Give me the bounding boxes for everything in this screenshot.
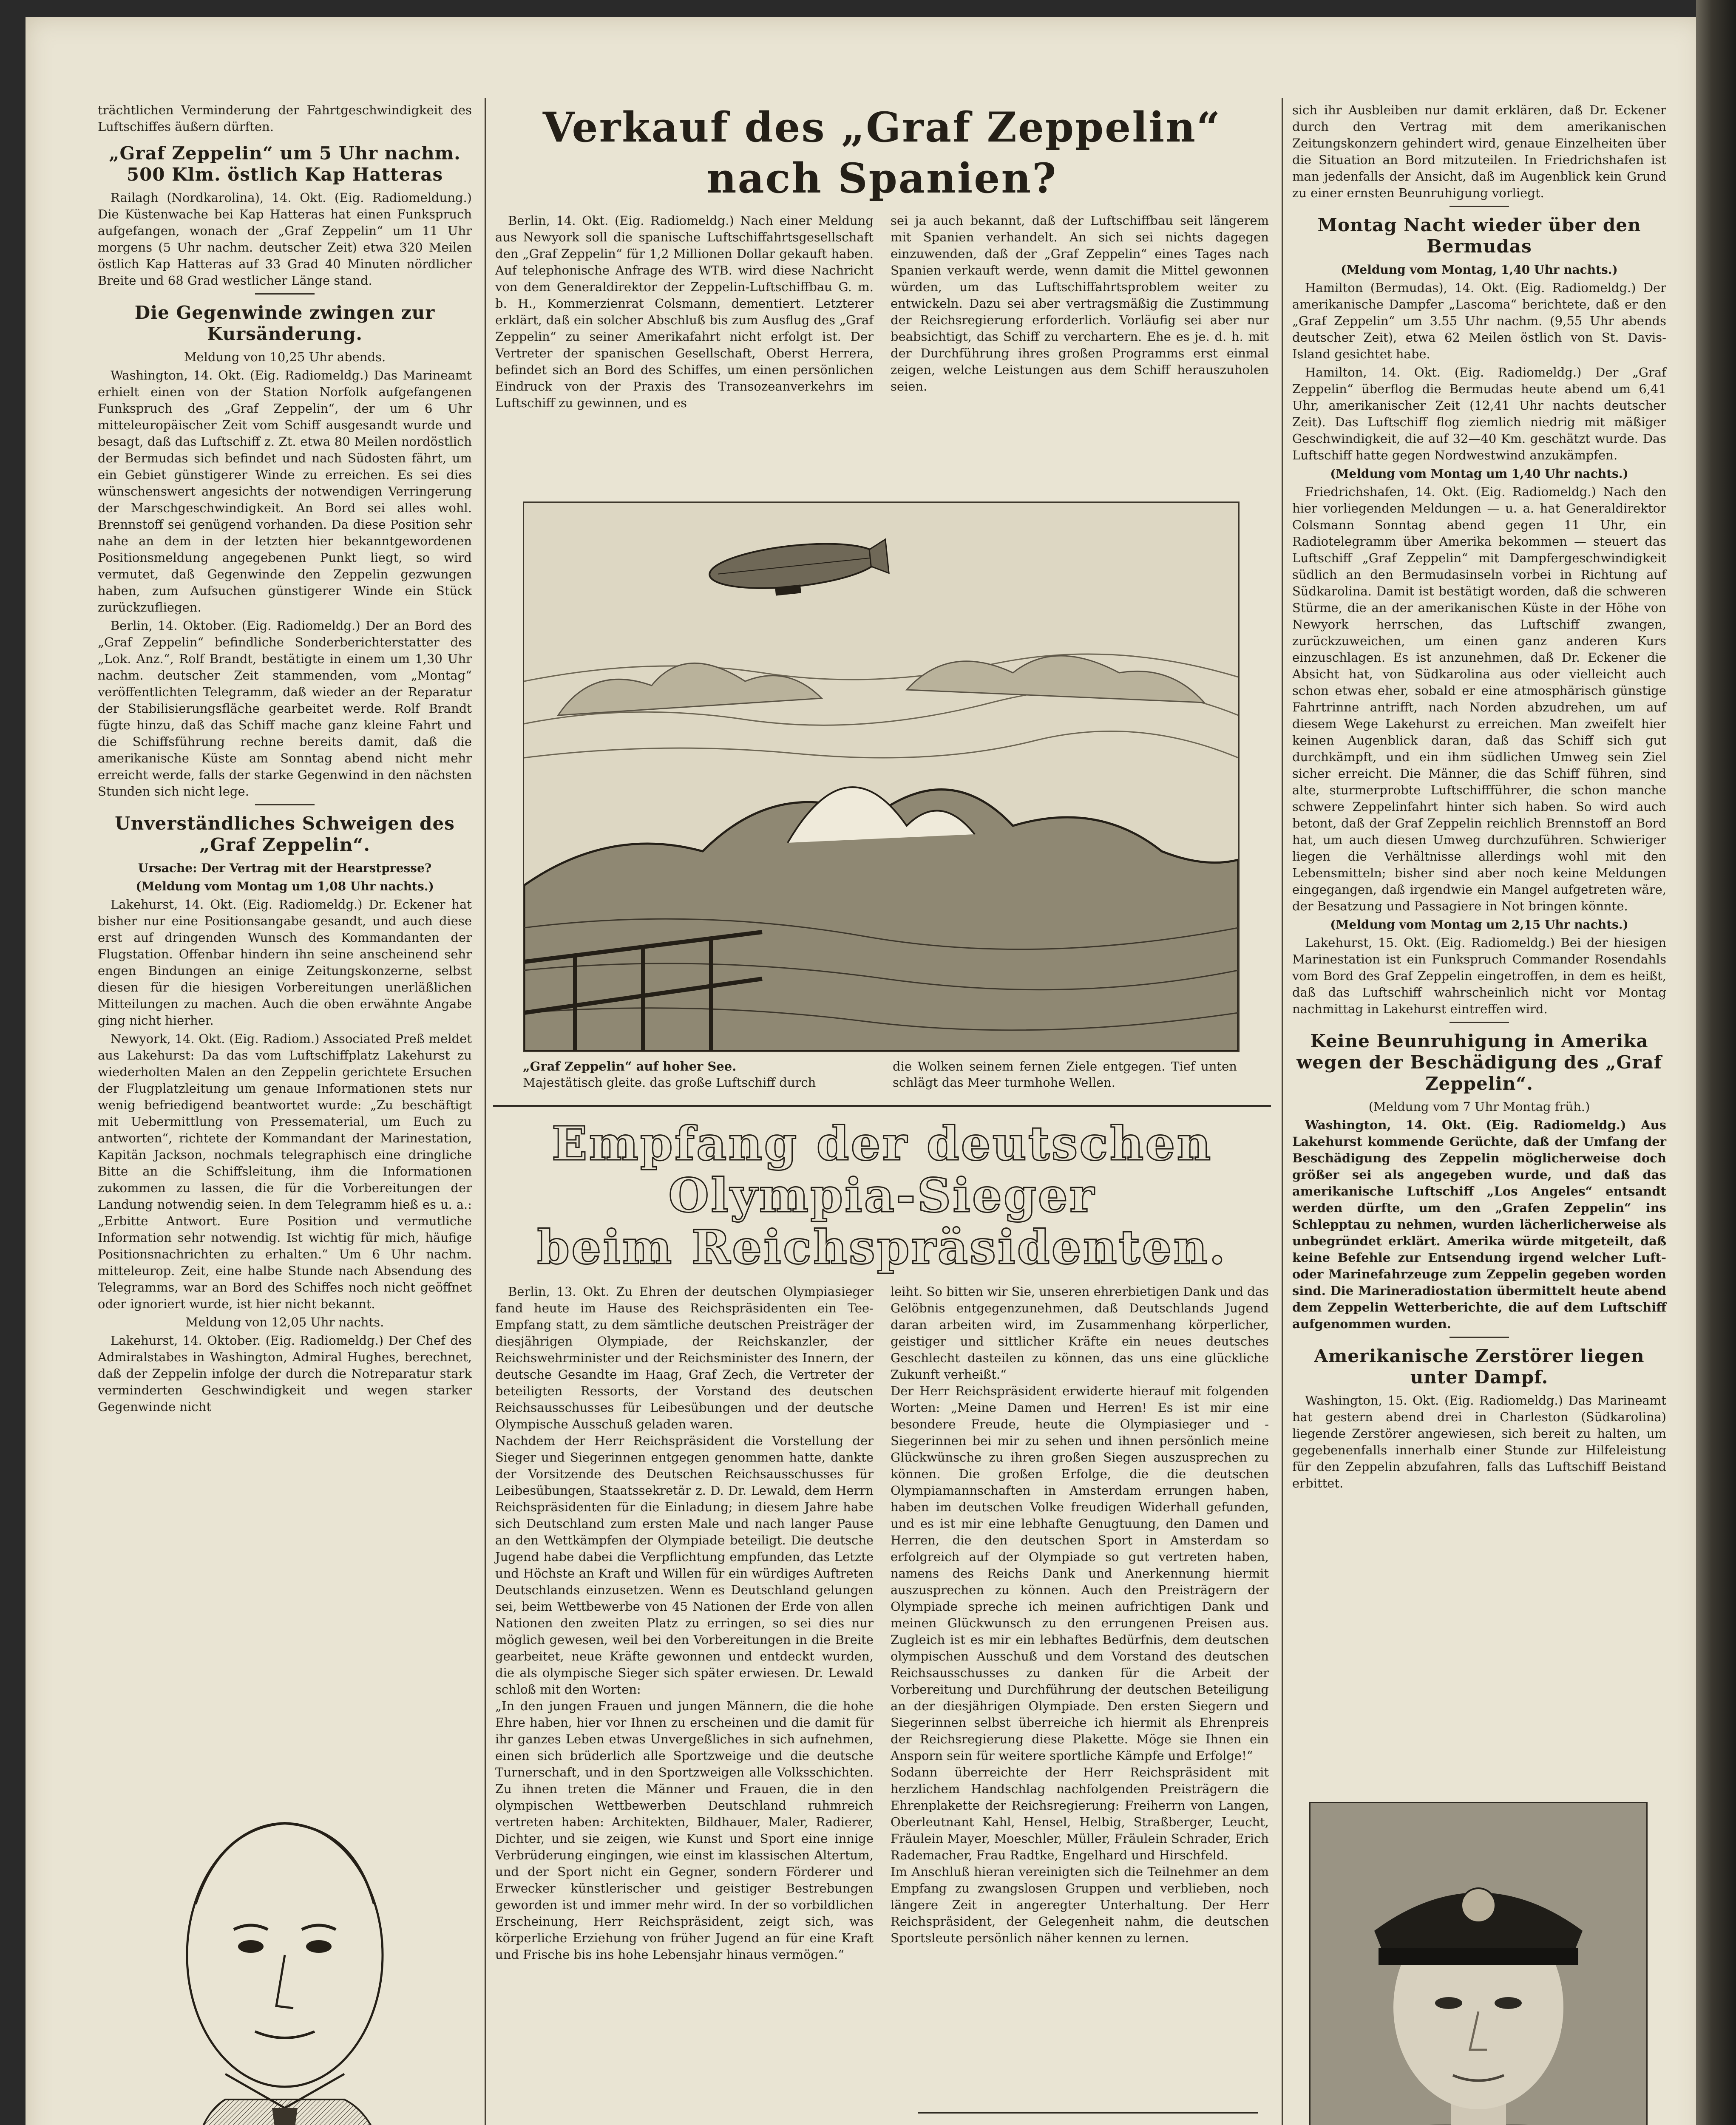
dispatch-time: Meldung von 10,25 Uhr abends. — [184, 350, 386, 364]
column-1 — [98, 102, 472, 1417]
article-paragraph: Berlin, 13. Okt. Zu Ehren der deutschen Olympiasieger fand heute im Hause des Reichspräsidenten ein Tee-Empfang statt, zu dem sämtliche deutschen Preisträger der diesjährigen Olympiade, der Reichskanzler, der Reichswehrminister und der Reichsminister des Innern, der deutsche Gesandte im Haag, Graf Zech, die Vertreter der beteiligten Ressorts, der Vorstand des deutschen Reichsausschusses für Leibesübungen und der deutsche Olympische Ausschuß geladen waren. Nachdem der Herr Reichspräsident die Vorstellung der Sieger und Siegerinnen entgegen genommen hatte, dankte der Vorsitzende des Deutschen Reichsausschusses für Leibesübungen, Staatssekretär z. D. Dr. Lewald, dem Herrn Reichspräsidenten für die Einladung; in diesem Jahre habe sich Deutschland zum ersten Male und nach langer Pause an den Wettkämpfen der Olympiade beteiligt. Die deutsche Jugend habe dabei die Verpflichtung empfunden, das Letzte und Höchste an Kraft und Willen für ein würdiges Auftreten Deutschlands einzusetzen. Wenn es Deutschland gelungen sei, beim Wettbewerbe von 45 Nationen der Erde von allen Nationen den zweiten Platz zu erringen, so sei dies nur möglich gewesen, weil bei den Vorbereitungen in die Breite gearbeitet, neue Kräfte gewonnen und entdeckt wurden, die als olympische Sieger sich später erwiesen. Dr. Lewald schloß mit den Worten: „In den jungen Frauen und jungen Männern, die die hohe Ehre haben, hier vor Ihnen zu erscheinen und die damit für ihr ganzes Leben etwas Unvergeßliches in sich aufnehmen, einen sich brüderlich alle Sportzweige und die deutsche Turnerschaft, und in den Sportzweigen alle Volksschichten. Zu ihnen treten die Männer und Frauen, die in den olympischen Wettbewerben Deutschland ruhmreich vertreten haben: Architekten, Bildhauer, Maler, Radierer, Dichter, und sie zeigen, wie Kunst und Sport eine innige Verbrüderung eingingen, wie einst im klassischen Altertum, und der Sport nicht ein Gegner, sondern Förderer und Erwecker künstlerischer und geistiger Bestrebungen geworden ist und immer mehr wird. In der so vorbildlichen Erscheinung, Herr Reichspräsident, zeigt sich, was körperliche Erziehung von früher Jugend an für eine Kraft und Frische bis ins hohe Lebensjahr hinaus vermögen.“ — [495, 1284, 874, 1962]
article-paragraph: Washington, 15. Okt. (Eig. Radiomeldg.) Das Marineamt hat gestern abend drei in Charleston (Südkarolina) liegende Zerstörer angewiesen, sich bereit zu halten, um gegebenenfalls innerhalb einer Stunde zur Hilfeleistung für den Zeppelin abzufahren, falls das Luftschiff Beistand erbittet. — [1292, 1393, 1666, 1490]
olympia-headline: beim Reichspräsidenten. — [537, 1220, 1227, 1275]
article-paragraph: Newyork, 14. Okt. (Eig. Radiom.) Associated Preß meldet aus Lakehurst: Da das vom Luftschiffplatz Lakehurst zu wiederholten Malen an den Zeppelin gerichtete Ersuchen der Flugplatzleitung um genaue Informationen stets nur wenig befriedigend beantwortet wurde: „Zu beschäftigt mit Uebermittlung von Pressematerial, um Euch zu antworten“, richtete der Kommandant der Marinestation, Kapitän Jackson, nochmals telegraphisch eine dringliche Bitte an die Schiffsleitung, ihm die Informationen zukommen zu lassen, die für die Vorbereitungen der Landung notwendig seien. In dem Telegramm hieß es u. a.: „Erbitte Antwort. Eure Position und vermutliche Information sehr notwendig. Ist wichtig für mich, häufige Positionsnachrichten zu erhalten.“ Um 6 Uhr nachm. mitteleurop. Zeit, eine halbe Stunde nach Absendung des Telegramms, war an Bord des Schiffes noch nicht geöffnet oder ignoriert wurde, ist hier nicht bekannt. — [98, 1031, 472, 1311]
dispatch-time: (Meldung vom Montag um 1,40 Uhr nachts.) — [1330, 467, 1628, 481]
divider — [1450, 206, 1509, 207]
sea-drawing — [524, 503, 1238, 1051]
article-paragraph: Berlin, 14. Okt. (Eig. Radiomeldg.) Nach einer Meldung aus Newyork soll die spanische Luftschiffahrtsgesellschaft den „Graf Zeppelin“ für 1,2 Millionen Dollar gekauft haben. Auf telephonische Anfrage des WTB. wird diese Nachricht von dem Generaldirektor der Zeppelin-Luftschiffbau G. m. b. H., Kommerzienrat Colsmann, dementiert. Letzterer erklärt, daß ein solcher Abschluß bis zum Ausflug des „Graf Zeppelin“ zu seiner Amerikafahrt nicht erfolgt ist. Der Vertreter der spanischen Gesellschaft, Oberst Herrera, befindet sich an Bord des Schiffes, um einen persönlichen Eindruck von der Praxis des Transozeanverkehrs im Luftschiff zu gewinnen, und es — [495, 213, 874, 410]
binding-fold — [1696, 0, 1736, 2125]
divider — [1450, 1022, 1509, 1023]
dispatch-time: Meldung von 12,05 Uhr nachts. — [185, 1315, 384, 1329]
article-paragraph: Friedrichshafen, 14. Okt. (Eig. Radiomeldg.) Nach den hier vorliegenden Meldungen — u. a. hat Generaldirektor Colsmann Sonntag abend gegen 11 Uhr, ein Radiotelegramm über Amerika bekommen — steuert das Luftschiff „Graf Zeppelin“ mit Dampfergeschwindigkeit südlich an den Bermudasinseln vorbei in Richtung auf Südkarolina. Damit ist bestätigt worden, daß die schweren Stürme, die an der amerikanischen Küste in der Höhe von Newyork herrschen, das Luftschiff zwangen, zurückzuweichen, um einen ganz anderen Kurs einzuschlagen. Es ist anzunehmen, daß Dr. Eckener die Absicht hat, von Südkarolina aus oder vielleicht auch schon etwas eher, sobald er eine atmosphärisch günstige Fahrtrinne antrifft, nach Norden abzudrehen, um auf diesem Wege Lakehurst zu erreichen. Man zweifelt hier keinen Augenblick daran, daß das Schiff sich gut durchkämpft, und ein ihm südlichen Umweg sein Ziel sicher erreicht. Die Männer, die das Schiff führen, sind alte, sturmerprobte Luftschiffführer, die schon manche schwere Zeppelinfahrt hinter sich haben. So wird auch betont, daß der Graf Zeppelin reichlich Brennstoff an Bord hat, um auch diesen Umweg durchzuführen. Schwieriger liegen die Verhältnisse allerdings wohl mit den Lebensmitteln; bisher sind aber noch keine Meldungen eingegangen, daß irgendwie ein Mangel aufgetreten wäre, der Besatzung und Passagiere in Not bringen könnte. — [1292, 484, 1666, 913]
dispatch-time: (Meldung vom 7 Uhr Montag früh.) — [1368, 1099, 1590, 1114]
photo-drawing — [1311, 1803, 1646, 2125]
dispatch-time: (Meldung vom Montag um 2,15 Uhr nachts.) — [1330, 918, 1628, 932]
olympia-headline: Empfang der deutschen Olympia-Sieger — [551, 1116, 1213, 1223]
caption-title: „Graf Zeppelin“ auf hoher See. — [523, 1059, 737, 1074]
portrait-drawing — [115, 1776, 455, 2125]
sale-headline: Verkauf des „Graf Zeppelin“ nach Spanien? — [542, 103, 1222, 202]
article-paragraph: Lakehurst, 15. Okt. (Eig. Radiomeldg.) Bei der hiesigen Marinestation ist ein Funkspruch Commander Rosendahls vom Bord des Graf Zeppelin eingetroffen, in dem es heißt, daß das Luftschiff wahrscheinlich nicht vor Montag nachmittag in Lakehurst eintreffen wird. — [1292, 935, 1666, 1016]
illustration-caption — [523, 1058, 1237, 1091]
column-rule — [1282, 98, 1283, 2125]
article-paragraph: leiht. So bitten wir Sie, unseren ehrerbietigen Dank und das Gelöbnis entgegenzunehmen, daß Deutschlands Jugend daran arbeiten wird, im Zusammenhang körperlicher, geistiger und sittlicher Kräfte ein neues deutsches Geschlecht dasteilen zu können, das uns eine glückliche Zukunft verheißt.“ Der Herr Reichspräsident erwiderte hierauf mit folgenden Worten: „Meine Damen und Herren! Es ist mir eine besondere Freude, heute die Olympiasieger und -Siegerinnen bei mir zu sehen und ihnen persönlich meine Glückwünsche zu ihren großen Siegen auszusprechen zu können. Die großen Erfolge, die die deutschen Olympiamannschaften in Amsterdam errungen haben, haben im deutschen Volke freudigen Widerhall gefunden, und es ist mir eine lebhafte Genugtuung, den Damen und Herren, die den deutschen Sport in Amsterdam so erfolgreich auf der Olympiade so gut vertreten haben, namens des Reichs Dank und Anerkennung hiermit auszusprechen zu können. Auch den Preisträgern der Olympiade spreche ich meinen aufrichtigen Dank und meinen Glückwunsch zu den errungenen Preisen aus. Zugleich ist es mir ein lebhaftes Bedürfnis, dem deutschen olympischen Ausschuß und dem Vorstand des deutschen Reichsausschusses zu danken für die Arbeit der Vorbereitung und Durchführung der deutschen Beteiligung an der diesjährigen Olympiade. Den ersten Siegern und Siegerinnen selbst überreiche ich hiermit als Ehrenpreis der Reichsregierung diese Plakette. Möge sie Ihnen ein Ansporn sein für weitere sportliche Kämpfe und Erfolge!“ Sodann überreichte der Herr Reichspräsident mit herzlichem Handschlag nachfolgenden Preisträgern die Ehrenplakette der Reichsregierung: Freiherrn von Langen, Oberleutnant Kahl, Hensel, Helbig, Straßberger, Leucht, Fräulein Mayer, Moeschler, Müller, Fräulein Schrader, Erich Rademacher, Frau Radtke, Engelhard und Hirschfeld. Im Anschluß hieran vereinigten sich die Teilnehmer an dem Empfang zu zwangslosen Gruppen und verblieben, noch längere Zeit in angeregter Unterhaltung. Der Herr Reichspräsident, der Gelegenheit nahm, die deutschen Sportsleute persönlich näher kennen zu lernen. — [891, 1284, 1269, 1945]
dispatch-time: (Meldung vom Montag um 1,08 Uhr nachts.) — [136, 879, 434, 893]
sale-article — [495, 102, 1269, 413]
divider — [1450, 1337, 1509, 1338]
article-paragraph: Lakehurst, 14. Okt. (Eig. Radiomeldg.) Dr. Eckener hat bisher nur eine Positionsangabe gesandt, und auch diese erst auf dringenden Wunsch des Kommandanten der Flugstation. Offenbar hindern ihn seine anscheinend sehr engen Bindungen an einige Zeitungskonzerne, selbst diesen für die hiesigen Vorbereitungen unerläßlichen Mitteilungen zu machen. Auch die oben erwähnte Angabe ging nicht hierher. — [98, 897, 472, 1028]
article-paragraph: sei ja auch bekannt, daß der Luftschiffbau seit längerem mit Spanien verhandelt. An sich sei nichts dagegen einzuwenden, daß der „Graf Zeppelin“ eines Tages nach Spanien verkauft werde, wenn damit die Mittel gewonnen würden, um das Luftschiffahrtsproblem weiter zu entwickeln. Dazu sei aber vertragsmäßig die Zustimmung der Reichsregierung erforderlich. Vorläufig sei aber nur beabsichtigt, das Schiff zu verchartern. Ehe es je. d. h. mit der Durchführung ihres großen Programms erst einmal zeigen, welche Leistungen aus dem Schiff herauszuholen seien. — [891, 213, 1269, 394]
caption-text: die Wolken seinem fernen Ziele entgegen. Tief unten schlägt das Meer turmhohe Wellen. — [893, 1059, 1237, 1090]
eckener-portrait — [115, 1776, 455, 2125]
zeppelin-illustration — [523, 502, 1240, 1052]
section-rule — [493, 1105, 1271, 1107]
column-text: trächtlichen Verminderung der Fahrtgeschwindigkeit des Luftschiffes äußern dürften. — [98, 103, 472, 134]
divider — [255, 293, 315, 295]
article-paragraph: Washington, 14. Okt. (Eig. Radiomeldg.) Das Marineamt erhielt einen von der Station Norfolk aufgefangenen Funkspruch des „Graf Zeppelin“, der um 6 Uhr mitteleuropäischer Zeit vom Schiff ausgesandt wurde und besagt, daß das Luftschiff z. Zt. etwa 80 Meilen nordöstlich der Bermudas sich befindet und nach Südosten fährt, um ein Gebiet günstigerer Winde zu erreichen. Es sei dies wünschenswert angesichts der notwendigen Verringerung der Marschgeschwindigkeit. An Bord sei alles wohl. Brennstoff sei genügend vorhanden. Da diese Position sehr nahe an dem in der letzten hier bekanntgewordenen Positionsmeldung angegebenen Punkt liegt, so wird vermutet, daß Gegenwinde den Zeppelin gezwungen haben, zum Aufsuchen günstigerer Winde ein Stück zurückzufliegen. — [98, 368, 472, 615]
speck-photo — [1309, 1802, 1648, 2125]
article-paragraph: Hamilton (Bermudas), 14. Okt. (Eig. Radiomeldg.) Der amerikanische Dampfer „Lascoma“ berichtete, daß er den „Graf Zeppelin“ um 3.55 Uhr nachm. (9,55 Uhr abends deutscher Zeit), etwa 62 Meilen östlich von St. Davis-Island gesichtet habe. — [1292, 280, 1666, 361]
article-paragraph: Berlin, 14. Oktober. (Eig. Radiomeldg.) Der an Bord des „Graf Zeppelin“ befindliche Sonderberichterstatter des „Lok. Anz.“, Rolf Brandt, bestätigte in einem um 1,30 Uhr nachm. deutscher Zeit stammenden, vom „Montag“ veröffentlichten Telegramm, daß wieder an der Reparatur der Stabilisierungsfläche gearbeitet werde. Rolf Brandt fügte hinzu, daß das Schiff mache ganz kleine Fahrt und die Schiffsführung rechne bereits damit, daß die amerikanische Küste am Sonntag abend nicht mehr erreicht werde, falls der starke Gegenwind in den nächsten Stunden sich nicht lege. — [98, 618, 472, 799]
article-paragraph: Lakehurst, 14. Oktober. (Eig. Radiomeldg.) Der Chef des Admiralstabes in Washington, Admiral Hughes, berechnet, daß der Zeppelin infolge der durch die Notreparatur stark verminderten Geschwindigkeit und wegen starker Gegenwinde nicht — [98, 1333, 472, 1414]
headline: Montag Nacht wieder über den Bermudas — [1317, 215, 1641, 257]
headline: Unverständliches Schweigen des „Graf Zeppelin“. — [115, 813, 455, 855]
divider — [255, 804, 315, 805]
headline: „Graf Zeppelin“ um 5 Uhr nachm. 500 Klm. östlich Kap Hatteras — [109, 143, 461, 185]
article-paragraph: Railagh (Nordkarolina), 14. Okt. (Eig. Radiomeldung.) Die Küstenwache bei Kap Hatteras hat einen Funkspruch aufgefangen, wonach der „Graf Zeppelin“ um 11 Uhr morgens (5 Uhr nachm. deutscher Zeit) etwa 320 Meilen östlich Kap Hatteras auf 33 Grad 40 Minuten nördlicher Breite und 68 Grad westlicher Länge stand. — [98, 190, 472, 288]
olympia-article — [495, 1118, 1269, 1965]
column-text: sich ihr Ausbleiben nur damit erklären, daß Dr. Eckener durch den Vertrag mit dem amerikanischen Zeitungskonzern gehindert wird, genaue Einzelheiten über die Situation an Bord mitzuteilen. In Friedrichshafen ist man jedenfalls der Ansicht, daß im Augenblick kein Grund zu einer ernsten Beunruhigung vorliegt. — [1292, 103, 1666, 200]
article-paragraph: Hamilton, 14. Okt. (Eig. Radiomeldg.) Der „Graf Zeppelin“ überflog die Bermudas heute abend um 6,41 Uhr, amerikanischer Zeit (12,41 Uhr nachts deutscher Zeit). Das Luftschiff flog ziemlich niedrig mit mäßiger Geschwindigkeit, die auf 32—40 Km. geschätzt wurde. Das Luftschiff hatte gegen Nordwestwind anzukämpfen. — [1292, 365, 1666, 462]
headline: Keine Beunruhigung in Amerika wegen der Beschädigung des „Graf Zeppelin“. — [1296, 1031, 1662, 1094]
column-4 — [1292, 102, 1666, 1493]
headline: Die Gegenwinde zwingen zur Kursänderung. — [134, 302, 435, 344]
caption-text: Majestätisch gleite. das große Luftschiff durch — [523, 1075, 816, 1090]
dispatch-time: (Meldung vom Montag, 1,40 Uhr nachts.) — [1341, 263, 1618, 277]
column-rule — [485, 98, 486, 2125]
subheadline: Ursache: Der Vertrag mit der Hearstpresse? — [138, 861, 432, 875]
headline: Amerikanische Zerstörer liegen unter Dampf. — [1314, 1346, 1645, 1388]
end-rule — [918, 2112, 1258, 2114]
article-paragraph: Washington, 14. Okt. (Eig. Radiomeldg.) Aus Lakehurst kommende Gerüchte, daß der Umfang der Beschädigung des Zeppelin möglicherweise doch größer sei als angegeben wurde, und daß das amerikanische Luftschiff „Los Angeles“ entsandt werden dürfte, um den „Grafen Zeppelin“ ins Schlepptau zu nehmen, wurden lächerlicherweise als unbegründet erklärt. Amerika würde mitgeteilt, daß keine Befehle zur Entsendung irgend welcher Luft- oder Marinefahrzeuge zum Zeppelin gegeben worden sind. Die Marineradiostation übermittelt heute abend dem Zeppelin Wetterberichte, die auf dem Luftschiff aufgenommen wurden. — [1292, 1118, 1666, 1331]
